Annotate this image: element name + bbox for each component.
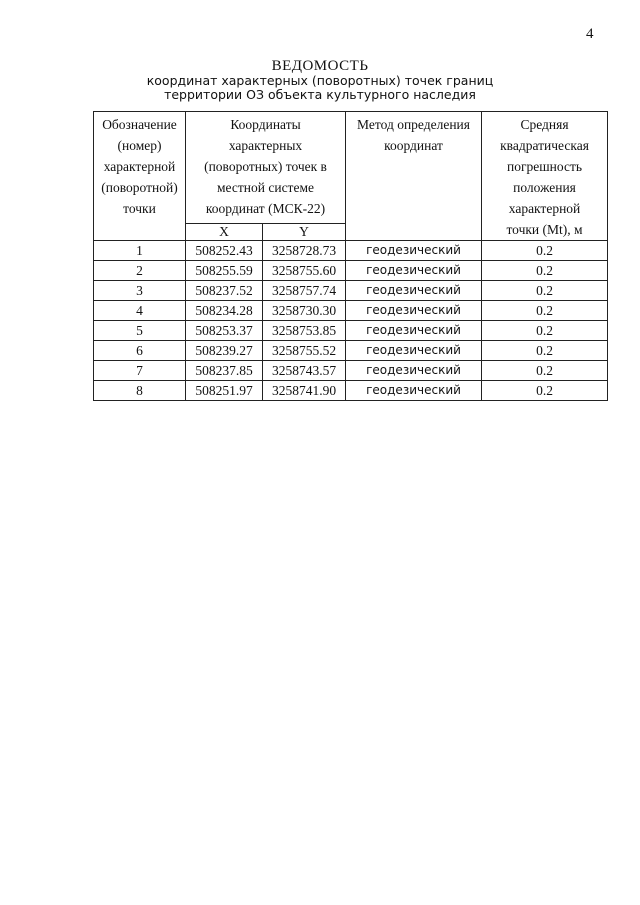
- header-text: Метод определения: [357, 117, 470, 132]
- cell-method: геодезический: [346, 301, 482, 321]
- cell-point: 1: [94, 241, 186, 261]
- cell-method: геодезический: [346, 261, 482, 281]
- header-text: (поворотных) точек в: [204, 159, 327, 174]
- cell-x: 508234.28: [186, 301, 263, 321]
- header-text: (номер): [117, 138, 162, 153]
- cell-point: 2: [94, 261, 186, 281]
- cell-y: 3258743.57: [263, 361, 346, 381]
- table-row: [94, 341, 608, 361]
- table-row: [94, 301, 608, 321]
- header-text: точки: [123, 201, 156, 216]
- title-line-2: территории ОЗ объекта культурного наследия: [164, 87, 476, 102]
- cell-point: 4: [94, 301, 186, 321]
- table-row: [94, 361, 608, 381]
- header-text: Средняя: [520, 117, 569, 132]
- cell-error: 0.2: [482, 361, 608, 381]
- cell-y: 3258728.73: [263, 241, 346, 261]
- title-main: ВЕДОМОСТЬ: [271, 58, 369, 74]
- page-number: 4: [586, 26, 594, 42]
- table-row: [94, 281, 608, 301]
- header-method: [346, 112, 482, 241]
- header-y: Y: [263, 224, 346, 241]
- cell-error: 0.2: [482, 341, 608, 361]
- cell-point: 7: [94, 361, 186, 381]
- header-text: (поворотной): [101, 180, 178, 195]
- header-x: X: [186, 224, 263, 241]
- cell-method: геодезический: [346, 361, 482, 381]
- cell-error: 0.2: [482, 381, 608, 401]
- cell-method: геодезический: [346, 341, 482, 361]
- cell-method: геодезический: [346, 241, 482, 261]
- cell-point: 6: [94, 341, 186, 361]
- table-row: [94, 241, 608, 261]
- cell-error: 0.2: [482, 241, 608, 261]
- header-text: Обозначение: [102, 117, 177, 132]
- header-text: характерной: [508, 201, 581, 216]
- header-point: [94, 112, 186, 241]
- cell-x: 508251.97: [186, 381, 263, 401]
- header-text: координат: [384, 138, 443, 153]
- cell-x: 508255.59: [186, 261, 263, 281]
- header-text: точки (Mt), м: [506, 222, 583, 237]
- header-text: квадратическая: [500, 138, 589, 153]
- cell-error: 0.2: [482, 261, 608, 281]
- cell-error: 0.2: [482, 301, 608, 321]
- cell-method: геодезический: [346, 381, 482, 401]
- cell-x: 508237.85: [186, 361, 263, 381]
- cell-error: 0.2: [482, 321, 608, 341]
- header-text: местной системе: [217, 180, 314, 195]
- cell-method: геодезический: [346, 281, 482, 301]
- table-row: [94, 381, 608, 401]
- cell-point: 8: [94, 381, 186, 401]
- cell-x: 508237.52: [186, 281, 263, 301]
- header-text: характерной: [103, 159, 176, 174]
- header-text: координат (МСК-22): [205, 201, 326, 216]
- cell-point: 3: [94, 281, 186, 301]
- header-text: погрешность: [507, 159, 583, 174]
- cell-y: 3258741.90: [263, 381, 346, 401]
- cell-x: 508253.37: [186, 321, 263, 341]
- header-text: положения: [513, 180, 576, 195]
- cell-y: 3258757.74: [263, 281, 346, 301]
- cell-y: 3258730.30: [263, 301, 346, 321]
- header-text: характерных: [228, 138, 303, 153]
- cell-x: 508252.43: [186, 241, 263, 261]
- cell-y: 3258755.60: [263, 261, 346, 281]
- cell-point: 5: [94, 321, 186, 341]
- cell-x: 508239.27: [186, 341, 263, 361]
- cell-y: 3258753.85: [263, 321, 346, 341]
- cell-error: 0.2: [482, 281, 608, 301]
- cell-method: геодезический: [346, 321, 482, 341]
- header-coordinates: [186, 112, 346, 224]
- header-text: Координаты: [230, 117, 301, 132]
- header-error: [482, 112, 608, 241]
- document-title: [0, 58, 640, 102]
- table-row: [94, 321, 608, 341]
- cell-y: 3258755.52: [263, 341, 346, 361]
- title-line-1: координат характерных (поворотных) точек границ: [146, 73, 494, 88]
- coordinates-table: [93, 111, 608, 401]
- table-row: [94, 261, 608, 281]
